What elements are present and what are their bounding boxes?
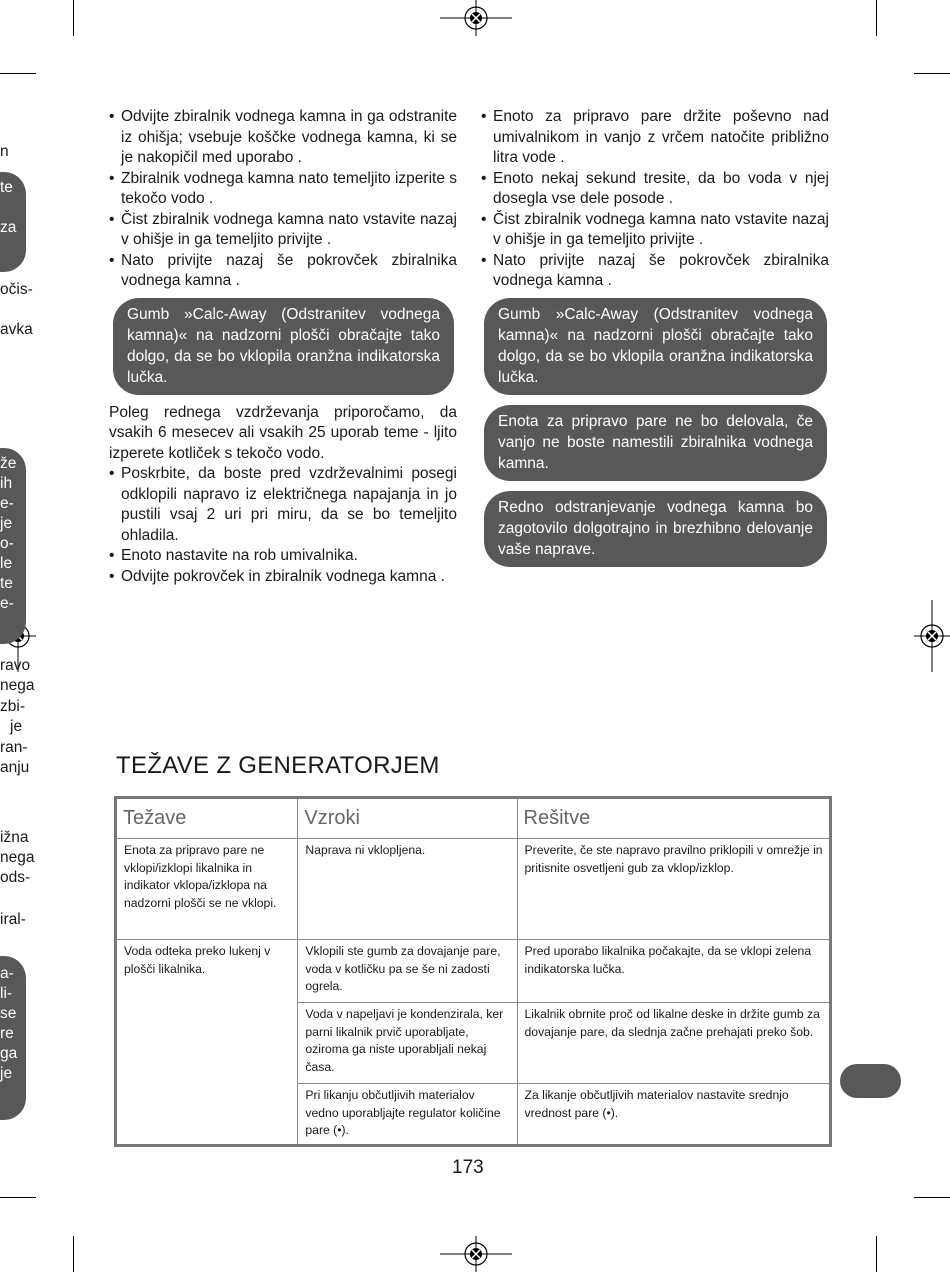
margin-fragment: re <box>0 1025 14 1042</box>
registration-mark-icon <box>914 600 950 672</box>
list-item: • Enoto nekaj sekund tresite, da bo voda v njej dosegla vse dele posode . <box>481 169 829 210</box>
margin-fragment: anju <box>0 759 30 776</box>
solution-cell: Preverite, če ste napravo pravilno priklopili v omrežje in pritisnite osvetljeni gub za vklop/izklop. <box>517 839 830 940</box>
list-item: • Odvijte pokrovček in zbiralnik vodnega kamna . <box>109 567 457 588</box>
margin-fragment: e- <box>0 595 14 612</box>
margin-fragment: te <box>0 179 13 196</box>
crop-mark <box>914 1197 950 1198</box>
note-bubble: Enota za pripravo pare ne bo delovala, če vanjo ne boste namestili zbiralnika vodnega kamna. <box>484 405 827 481</box>
column-header: Težave <box>116 798 298 839</box>
margin-fragment: je <box>0 1065 13 1082</box>
margin-fragment: zbi- <box>0 698 25 715</box>
list-item: • Nato privijte nazaj še pokrovček zbiralnika vodnega kamna . <box>109 251 457 292</box>
solution-cell: Za likanje občutljivih materialov nastavite srednjo vrednost pare (•). <box>517 1084 830 1146</box>
list-item: • Enoto za pripravo pare držite poševno nad umivalnikom in vanjo z vrčem natočite približno litra vode . <box>481 107 829 169</box>
margin-fragment: ižna <box>0 829 29 846</box>
cause-cell: Naprava ni vklopljena. <box>298 839 517 940</box>
note-bubble: Gumb »Calc-Away (Odstranitev vodnega kamna)« na nadzorni plošči obračajte tako dolgo, da se bo vklopila oranžna indikatorska lučka. <box>113 298 454 395</box>
table-header-row <box>116 798 831 839</box>
margin-fragment: je <box>0 515 13 532</box>
list-item: • Odvijte zbiralnik vodnega kamna in ga odstranite iz ohišja; vsebuje koščke vodnega kamna, ki se je nakopičil med uporabo . <box>109 107 457 169</box>
cause-cell: Vklopili ste gumb za dovajanje pare, voda v kotličku pa se še ni zadosti ogrela. <box>298 940 517 1003</box>
crop-mark <box>73 0 74 36</box>
cause-cell: Voda v napeljavi je kondenzirala, ker parni likalnik prvič uporabljate, oziroma ga niste uporabljali nekaj časa. <box>298 1003 517 1084</box>
language-tab <box>840 1064 901 1098</box>
list-item: • Nato privijte nazaj še pokrovček zbiralnika vodnega kamna . <box>481 251 829 292</box>
crop-mark <box>73 1236 74 1272</box>
margin-fragment: e- <box>0 495 14 512</box>
note-bubble: Redno odstranjevanje vodnega kamna bo zagotovilo dolgotrajno in brezhibno delovanje vaše naprave. <box>484 491 827 567</box>
margin-fragment: n <box>0 143 9 160</box>
margin-fragment: ga <box>0 1045 18 1062</box>
troubleshooting-table <box>114 796 832 1147</box>
registration-mark-icon <box>440 1236 512 1272</box>
maintenance-paragraph: Poleg rednega vzdrževanja priporočamo, da vsakih 6 mesecev ali vsakih 25 uporab teme - ljito izperete kotliček s tekočo vodo. <box>109 403 457 462</box>
instruction-list <box>109 107 457 292</box>
margin-fragment: ravo <box>0 657 31 674</box>
margin-fragment: te <box>0 575 13 592</box>
table-row <box>116 839 831 940</box>
margin-fragment: nega <box>0 677 35 694</box>
margin-fragment: iral- <box>0 911 26 928</box>
margin-fragment: nega <box>0 849 35 866</box>
crop-mark <box>914 73 950 74</box>
margin-fragment: a- <box>0 965 14 982</box>
crop-mark <box>876 0 877 36</box>
margin-fragment: očis- <box>0 281 33 298</box>
crop-mark <box>876 1236 877 1272</box>
instruction-list <box>481 107 829 292</box>
crop-mark <box>0 73 36 74</box>
margin-fragment: avka <box>0 321 33 338</box>
column-header: Vzroki <box>298 798 517 839</box>
cause-cell: Pri likanju občutljivih materialov vedno uporabljajte regulator količine pare (•). <box>298 1084 517 1146</box>
list-item: • Poskrbite, da boste pred vzdrževalnimi posegi odklopili napravo iz električnega napajanja in jo pustili vsaj 2 uri pri miru, da se bo temeljito ohladila. <box>109 464 457 546</box>
margin-fragment: ods- <box>0 869 31 886</box>
margin-fragment: ih <box>0 475 13 492</box>
column-header: Rešitve <box>517 798 830 839</box>
page-number: 173 <box>452 1157 484 1178</box>
problem-cell: Voda odteka preko lukenj v plošči likalnika. <box>116 940 298 1146</box>
list-item: • Enoto nastavite na rob umivalnika. <box>109 546 457 567</box>
margin-fragment: li- <box>0 985 13 1002</box>
left-column <box>109 107 457 587</box>
table-row <box>116 940 831 1003</box>
margin-fragment: se <box>0 1005 17 1022</box>
instruction-list <box>109 464 457 587</box>
solution-cell: Likalnik obrnite proč od likalne deske in držite gumb za dovajanje pare, da slednja začne prehajati preko šob. <box>517 1003 830 1084</box>
margin-fragment: za <box>0 219 17 236</box>
list-item: • Čist zbiralnik vodnega kamna nato vstavite nazaj v ohišje in ga temeljito privijte . <box>481 210 829 251</box>
margin-fragment: o- <box>0 535 14 552</box>
margin-fragment: že <box>0 455 17 472</box>
list-item: • Zbiralnik vodnega kamna nato temeljito izperite s tekočo vodo . <box>109 169 457 210</box>
margin-fragment: ran- <box>0 739 28 756</box>
crop-mark <box>0 1197 36 1198</box>
note-bubble: Gumb »Calc-Away (Odstranitev vodnega kamna)« na nadzorni plošči obračajte tako dolgo, da se bo vklopila oranžna indikatorska lučka. <box>484 298 827 395</box>
section-title: TEŽAVE Z GENERATORJEM <box>116 752 440 779</box>
problem-cell: Enota za pripravo pare ne vklopi/izklopi likalnika in indikator vklopa/izklopa na nadzorni plošči se ne vklopi. <box>116 839 298 940</box>
margin-fragment: le <box>0 555 13 572</box>
list-item: • Čist zbiralnik vodnega kamna nato vstavite nazaj v ohišje in ga temeljito privijte . <box>109 210 457 251</box>
right-column <box>481 107 829 567</box>
registration-mark-icon <box>440 0 512 36</box>
margin-fragment: je <box>10 718 23 735</box>
solution-cell: Pred uporabo likalnika počakajte, da se vklopi zelena indikatorska lučka. <box>517 940 830 1003</box>
